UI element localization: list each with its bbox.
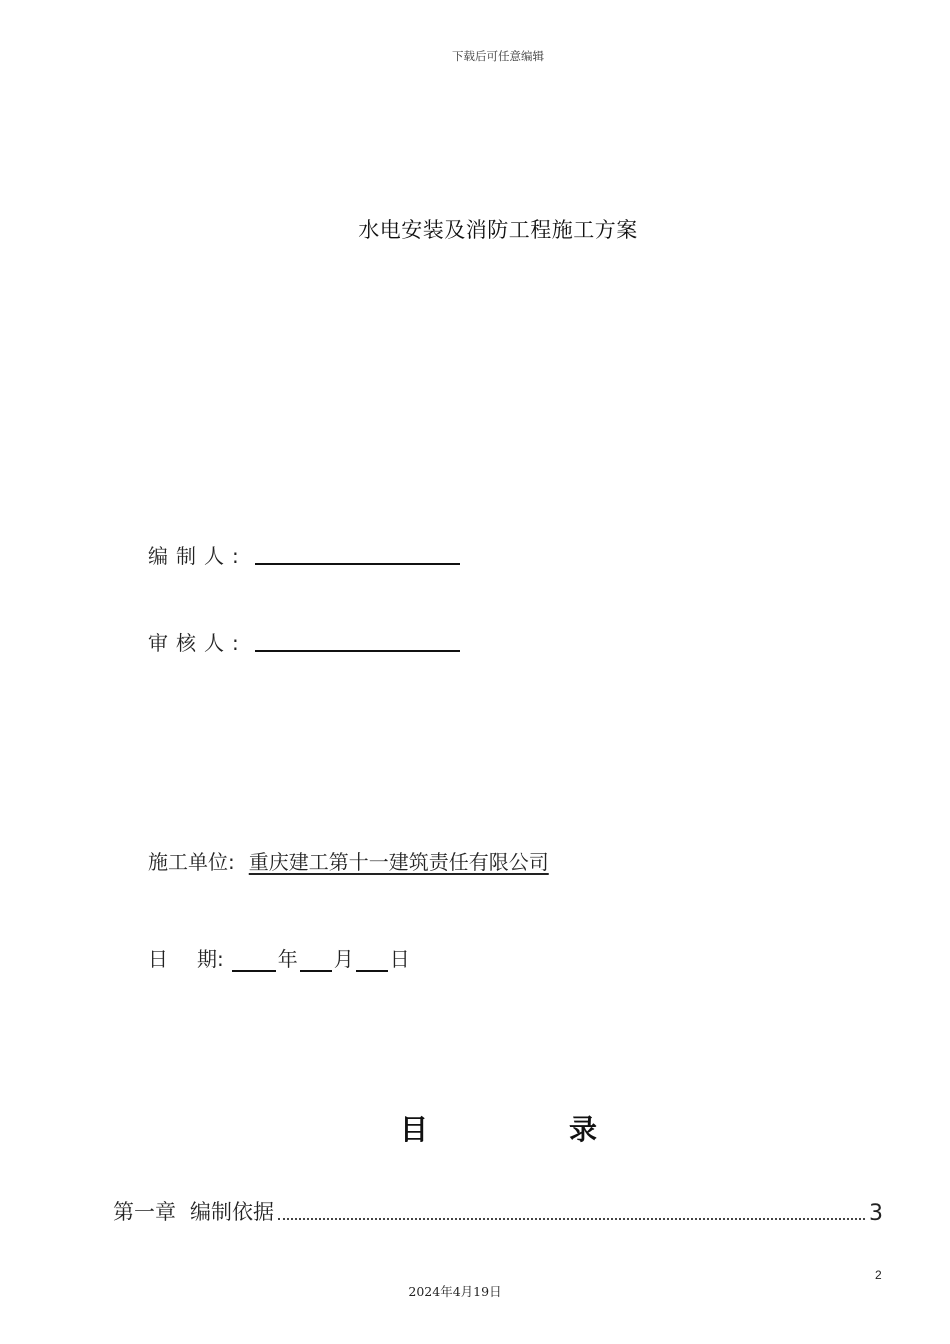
- footer-date: 2024年4月19日: [408, 1284, 502, 1299]
- author-label: 编制人:: [148, 544, 247, 568]
- date-row: [148, 943, 410, 972]
- year-blank: [232, 950, 276, 972]
- construction-unit-row: [148, 846, 553, 875]
- month-blank: [300, 950, 332, 972]
- construction-unit-value: 重庆建工第十一建筑责任有限公司: [248, 850, 549, 874]
- toc-title-right: 录: [569, 1113, 598, 1146]
- page-number: 2: [875, 1268, 882, 1282]
- toc-entry-leader: [278, 1217, 865, 1220]
- date-label-second: 期:: [197, 947, 224, 971]
- month-label: 月: [333, 947, 354, 971]
- construction-unit-label: 施工单位:: [148, 850, 235, 874]
- author-row: [148, 540, 247, 569]
- author-blank: [255, 562, 460, 565]
- reviewer-blank: [255, 649, 460, 652]
- reviewer-label: 审核人:: [148, 631, 247, 655]
- reviewer-row: [148, 627, 247, 656]
- toc-title-left: 目: [400, 1113, 429, 1146]
- toc-entry[interactable]: [113, 1194, 883, 1226]
- toc-entry-title: 编制依据: [190, 1200, 274, 1224]
- header-note: 下载后可任意编辑: [452, 49, 544, 63]
- toc-entry-chapter: 第一章: [113, 1200, 176, 1224]
- year-label: 年: [277, 947, 298, 971]
- day-label: 日: [389, 947, 410, 971]
- document-title: 水电安装及消防工程施工方案: [358, 218, 638, 242]
- day-blank: [356, 950, 388, 972]
- date-label-first: 日: [148, 947, 168, 971]
- toc-entry-page: 3: [869, 1201, 883, 1226]
